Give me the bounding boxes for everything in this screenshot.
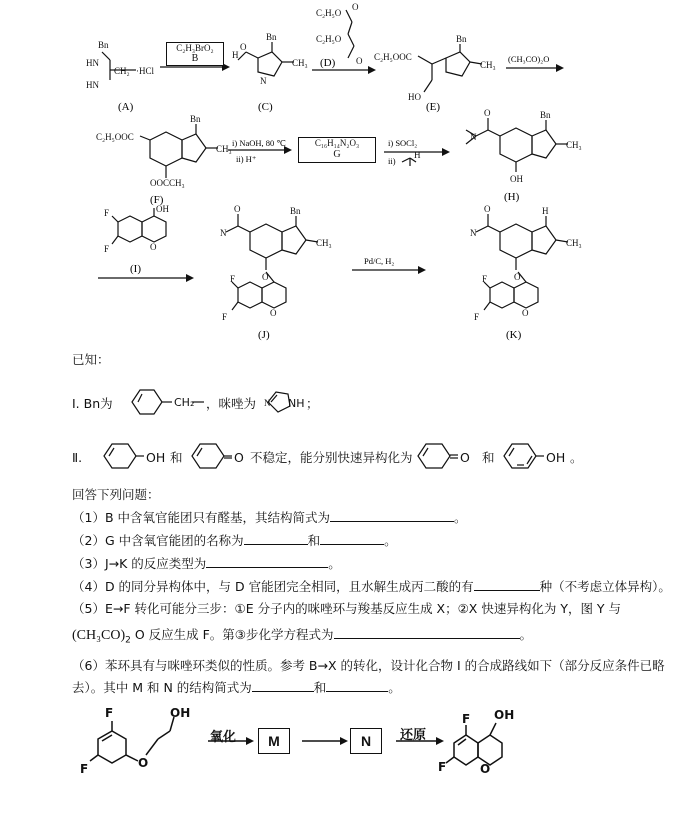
compound-g-label: G — [333, 149, 341, 160]
route-oxidation: 氧化 — [210, 730, 237, 745]
known-item2-o: O — [234, 450, 244, 465]
known-item2-prefix: Ⅱ. — [72, 450, 83, 465]
f-ester: C₂H₅OOC — [96, 132, 134, 142]
route-start-oh: OH — [170, 706, 191, 720]
q2-end: 。 — [384, 533, 397, 548]
benzyl-ch2: CH₂ — [174, 396, 195, 409]
i-f1: F — [104, 208, 110, 218]
q6-text: 去）。其中 M 和 N 的结构简式为 — [72, 680, 252, 695]
q3-end: 。 — [328, 556, 341, 571]
compound-e — [374, 34, 496, 102]
svg-text:O: O — [522, 308, 529, 318]
known-item1-prefix: Ⅰ. Bn为 — [72, 396, 113, 411]
i-f2: F — [104, 244, 110, 254]
j-ch3: CH₃ — [316, 238, 332, 248]
compound-f — [96, 114, 232, 188]
svg-text:O: O — [484, 204, 491, 214]
svg-text:O: O — [514, 272, 521, 282]
a-bn: Bn — [98, 40, 109, 50]
known-item2-and1: 和 — [170, 450, 183, 465]
reagent-b-label: B — [191, 53, 199, 64]
q5-formula-sub: 2 — [125, 635, 131, 646]
q5-text: O 反应生成 F。第③步化学方程式为 — [130, 627, 334, 642]
compound-g-box — [298, 137, 376, 163]
k-f2: F — [474, 312, 480, 322]
known-item2-oh2: OH — [546, 450, 566, 465]
e-ester: C₂H₅OOC — [374, 52, 412, 62]
h-bn: Bn — [540, 110, 551, 120]
route-m: M — [268, 733, 280, 749]
q4-answer-blank[interactable] — [474, 578, 540, 591]
label-j: (J) — [258, 329, 270, 341]
reagent-b-formula: C₂H₃BrO₂ — [176, 43, 214, 53]
compound-i — [104, 204, 169, 254]
q5-end: 。 — [519, 627, 533, 642]
arrow-j-k — [352, 256, 426, 274]
arrow-g-h — [384, 138, 450, 166]
route-start-f1: F — [105, 706, 114, 720]
svg-text:O: O — [352, 2, 359, 12]
reagent-naoh: i) NaOH, 80 ℃ — [232, 138, 286, 148]
a-hcl: ·HCl — [136, 66, 154, 76]
reaction-scheme — [0, 0, 683, 350]
route-reduction: 还原 — [400, 728, 427, 743]
svg-text:N: N — [470, 228, 477, 238]
k-ch3: CH₃ — [566, 238, 582, 248]
known-item2-oh1: OH — [146, 450, 166, 465]
known-item2-o2: O — [460, 450, 470, 465]
f-ch3: CH₃ — [216, 144, 232, 154]
q3-text: （3）J→K 的反应类型为 — [72, 556, 207, 571]
label-e: (E) — [426, 101, 441, 113]
k-h: H — [542, 206, 549, 216]
h-ch3: CH₃ — [566, 140, 582, 150]
svg-text:N: N — [264, 398, 271, 408]
compound-a — [86, 40, 154, 90]
label-c: (C) — [258, 101, 273, 113]
known-item2-end: 。 — [570, 450, 583, 465]
f-bn: Bn — [190, 114, 201, 124]
compound-k — [470, 204, 582, 322]
q4-end: 种（不考虑立体异构）。 — [539, 579, 671, 594]
question-2 — [72, 532, 397, 549]
question-3 — [72, 555, 341, 572]
svg-text:N: N — [470, 132, 477, 142]
q1-answer-blank[interactable] — [330, 509, 454, 522]
route-box-n — [350, 728, 382, 754]
q6-end: 。 — [388, 680, 401, 695]
d-top2: C₂H₅O — [316, 34, 342, 44]
known-item1-mid: ，咪唑为 — [206, 396, 257, 411]
reagent-b-box — [166, 42, 224, 66]
a-hn: HN — [86, 58, 99, 68]
benzyl-structure — [128, 384, 208, 420]
route-prod-f1: F — [462, 712, 471, 726]
arrow-f-g — [228, 138, 292, 164]
q3-answer-blank[interactable] — [206, 555, 328, 568]
c-bn: Bn — [266, 32, 277, 42]
q1-end: 。 — [454, 510, 467, 525]
c-ch3: CH₃ — [292, 58, 308, 68]
k-f1: F — [482, 274, 488, 284]
route-start-o: O — [138, 756, 149, 770]
route-prod-f2: F — [438, 760, 447, 774]
compound-c — [232, 32, 308, 86]
svg-text:O: O — [150, 242, 157, 252]
reagent-amine: ii) — [388, 156, 396, 166]
svg-text:O: O — [356, 56, 363, 66]
d-top1: C₂H₅O — [316, 8, 342, 18]
route-n: N — [360, 733, 372, 749]
reagent-ac2o: (CH₃CO)₂O — [508, 54, 550, 64]
q6-answer-blank-1[interactable] — [252, 679, 314, 692]
c-h: H — [232, 50, 239, 60]
a-hn2: HN — [86, 80, 99, 90]
i-oh: OH — [156, 204, 169, 214]
svg-text:O: O — [484, 108, 491, 118]
e-acid: HO — [408, 92, 421, 102]
question-6-line2 — [72, 679, 401, 696]
j-bn: Bn — [290, 206, 301, 216]
svg-text:H: H — [414, 150, 421, 160]
c-o: O — [240, 42, 247, 52]
svg-text:O: O — [234, 204, 241, 214]
q2-text: （2）G 中含氧官能团的名称为 — [72, 533, 244, 548]
known-item2-and2: 和 — [482, 450, 495, 465]
q2-mid: 和 — [307, 533, 321, 548]
q2-answer-blank-1[interactable] — [244, 532, 308, 545]
q5-formula-a: (CH₃CO) — [72, 628, 126, 643]
compound-j — [220, 204, 332, 322]
compound-h — [466, 108, 582, 184]
j-f1: F — [230, 274, 236, 284]
label-k: (K) — [506, 329, 522, 341]
q6-mid: 和 — [313, 680, 327, 695]
question-6-line1: （6）苯环具有与咪唑环类似的性质。参考 B→X 的转化，设计化合物 I 的合成路线如下（部分反应条件已略 — [72, 658, 665, 673]
h-oh: OH — [510, 174, 523, 184]
q6-answer-blank-2[interactable] — [326, 679, 388, 692]
label-i: (I) — [130, 263, 141, 275]
known-item2-mid: 不稳定，能分别快速异构化为 — [250, 450, 413, 465]
route-prod-oh: OH — [494, 708, 515, 722]
question-1 — [72, 509, 467, 526]
label-f: (F) — [150, 194, 164, 206]
known-item1-end: ； — [306, 396, 319, 411]
questions-intro: 回答下列问题： — [72, 487, 160, 502]
j-f2: F — [222, 312, 228, 322]
q5-answer-blank[interactable] — [334, 626, 520, 639]
q2-answer-blank-2[interactable] — [320, 532, 384, 545]
compound-g-formula: C₁₆H₁₄N₂O₃ — [314, 138, 360, 148]
c-n: N — [260, 76, 267, 86]
q1-text: （1）B 中含氧官能团只有醛基，其结构简式为 — [72, 510, 331, 525]
reagent-pdc: Pd/C, H₂ — [364, 256, 395, 266]
svg-text:O: O — [270, 308, 277, 318]
svg-text:CH₂: CH₂ — [114, 66, 130, 76]
label-h: (H) — [504, 191, 520, 203]
known-title: 已知： — [72, 352, 110, 367]
imidazole-nh: NH — [288, 397, 305, 410]
arrow-i-j — [98, 274, 194, 282]
route-box-m — [258, 728, 290, 754]
label-a: (A) — [118, 101, 134, 113]
label-d: (D) — [320, 57, 336, 69]
f-oac: OOCCH₃ — [150, 178, 185, 188]
e-ch3: CH₃ — [480, 60, 496, 70]
svg-text:O: O — [262, 272, 269, 282]
question-5-line2 — [72, 626, 532, 649]
e-bn: Bn — [456, 34, 467, 44]
route-start-f2: F — [80, 762, 89, 776]
question-5-line1: （5）E→F 转化可能分三步：①E 分子内的咪唑环与羧基反应生成 X；②X 快速异构化为 Y，图 Y 与 — [72, 601, 622, 616]
reagent-socl2: i) SOCl₂ — [388, 138, 418, 148]
q4-text: （4）D 的同分异构体中，与 D 官能团完全相同，且水解生成丙二酸的有 — [72, 579, 474, 594]
known-item-1 — [72, 396, 113, 412]
arrow-e-f — [506, 54, 564, 72]
question-4 — [72, 578, 671, 595]
route-prod-o: O — [480, 762, 491, 776]
svg-text:N: N — [220, 228, 227, 238]
reagent-h: ii) H⁺ — [236, 154, 257, 164]
